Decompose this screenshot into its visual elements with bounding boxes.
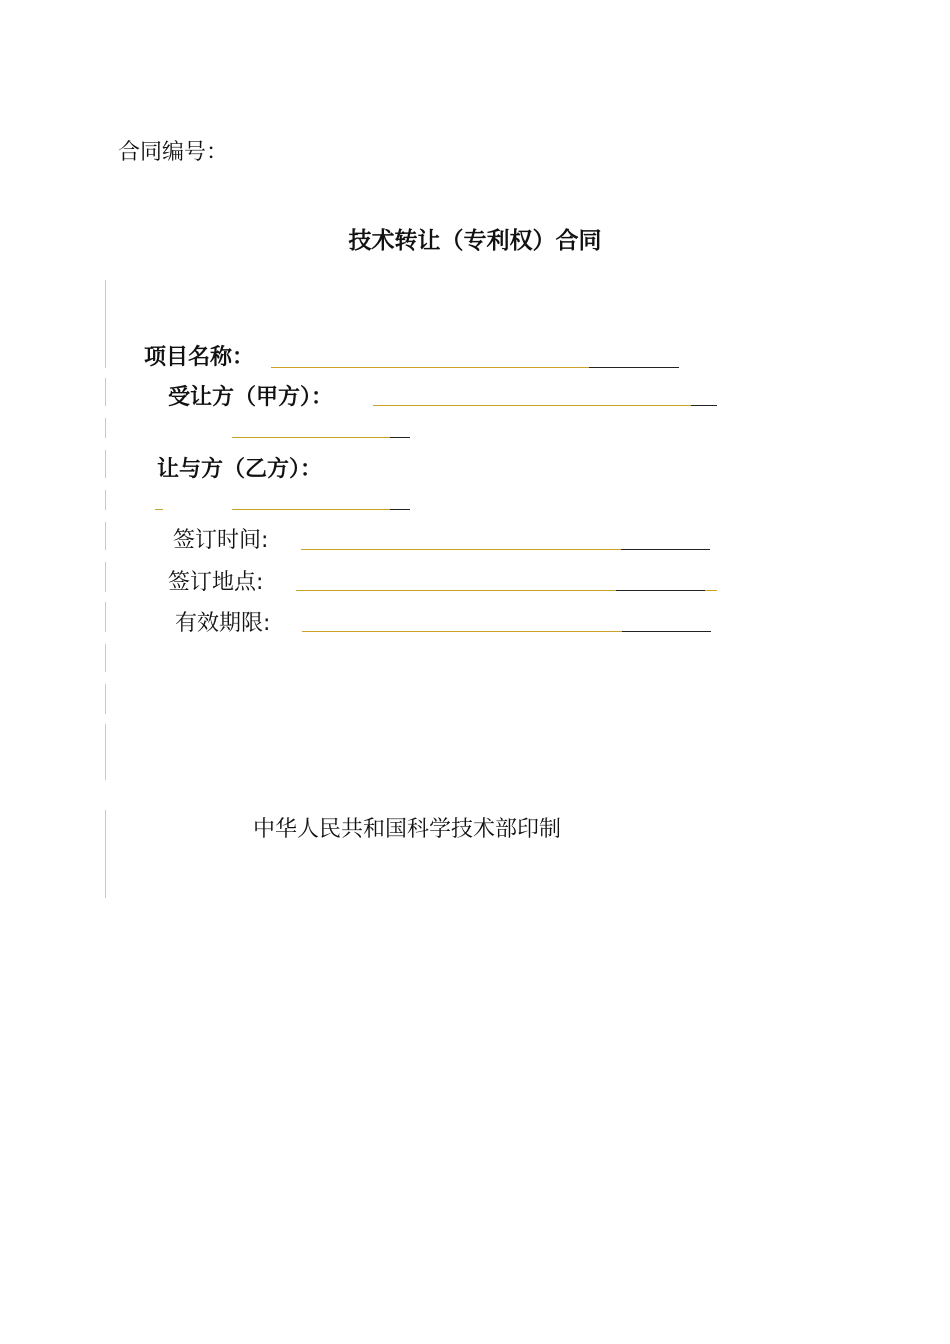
margin-rule	[105, 602, 106, 632]
margin-rule	[105, 418, 106, 438]
assignor-label: 让与方（乙方）：	[157, 457, 323, 482]
sign-place-field-tail	[616, 590, 705, 591]
margin-rule	[105, 450, 106, 478]
assignee-field-line2[interactable]	[232, 437, 390, 438]
margin-rule	[105, 490, 106, 510]
assignor-field[interactable]	[232, 509, 390, 510]
validity-field-tail	[622, 631, 711, 632]
margin-rule	[105, 280, 106, 368]
project-name-field[interactable]	[271, 367, 589, 368]
margin-rule	[105, 378, 106, 406]
sign-date-field-tail	[621, 549, 710, 550]
sign-date-field[interactable]	[301, 549, 621, 550]
project-name-label: 项目名称：	[144, 345, 255, 370]
assignee-field-tail	[691, 405, 717, 406]
project-name-field-tail	[589, 367, 679, 368]
margin-rule	[105, 684, 106, 714]
sign-place-field[interactable]	[296, 590, 616, 591]
document-title: 技术转让（专利权）合同	[348, 228, 602, 254]
margin-rule	[105, 562, 106, 592]
contract-number-label: 合同编号：	[118, 140, 229, 165]
sign-place-field-end	[705, 590, 717, 591]
assignor-field-mark	[155, 509, 163, 510]
margin-rule	[105, 644, 106, 672]
assignor-field-tail	[390, 509, 410, 510]
margin-rule	[105, 724, 106, 780]
publisher-line: 中华人民共和国科学技术部印制	[253, 817, 562, 842]
validity-field[interactable]	[302, 631, 622, 632]
assignee-label: 受让方（甲方）：	[168, 385, 334, 410]
margin-rule	[105, 522, 106, 550]
sign-place-label: 签订地点:	[168, 570, 264, 595]
validity-label: 有效期限:	[175, 611, 271, 636]
assignee-field-line2-tail	[390, 437, 410, 438]
assignee-field[interactable]	[373, 405, 691, 406]
sign-date-label: 签订时间:	[173, 528, 269, 553]
margin-rule	[105, 810, 106, 898]
